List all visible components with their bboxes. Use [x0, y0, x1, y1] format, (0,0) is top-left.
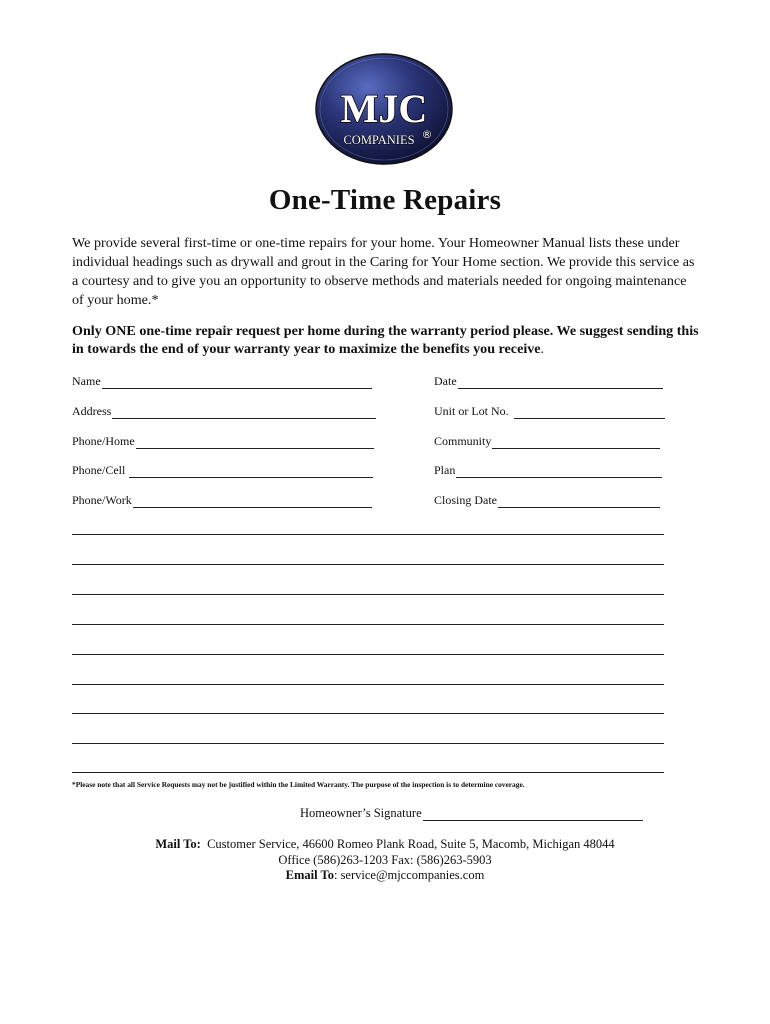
plan-field[interactable] [434, 463, 662, 478]
plan-label: Plan [434, 463, 456, 477]
phone-home-input-line[interactable] [136, 436, 374, 449]
email-label: Email To [285, 868, 334, 882]
date-input-line[interactable] [458, 376, 663, 389]
phone-cell-label: Phone/Cell [72, 463, 126, 477]
unit-lot-field[interactable] [434, 404, 665, 419]
signature-input-line[interactable] [423, 808, 643, 821]
registered-mark: ® [421, 128, 433, 141]
office-fax-line: Office (586)263-1203 Fax: (586)263-5903 [278, 853, 492, 867]
signature-field[interactable] [300, 806, 643, 821]
description-line[interactable] [72, 624, 664, 625]
description-line[interactable] [72, 654, 664, 655]
phone-work-field[interactable] [72, 493, 372, 508]
community-input-line[interactable] [492, 436, 660, 449]
phone-home-label: Phone/Home [72, 434, 135, 448]
community-field[interactable] [434, 434, 660, 449]
unit-lot-input-line[interactable] [514, 406, 665, 419]
description-line[interactable] [72, 534, 664, 535]
date-label: Date [434, 374, 457, 388]
date-field[interactable] [434, 374, 663, 389]
mail-to-line [0, 836, 770, 852]
description-line[interactable] [72, 594, 664, 595]
address-input-line[interactable] [112, 406, 376, 419]
notice-bold-text: Only ONE one-time repair request per home during the warranty period please. We suggest sending this in towards the end of your warranty year to maximize the benefits you receive [72, 323, 699, 357]
description-line[interactable] [72, 743, 664, 744]
mjc-logo-emblem [313, 52, 455, 167]
notice-paragraph [72, 322, 702, 358]
company-logo [313, 52, 455, 167]
phone-work-input-line[interactable] [133, 495, 372, 508]
closing-date-input-line[interactable] [498, 495, 660, 508]
phone-cell-field[interactable] [72, 463, 373, 478]
unit-lot-label: Unit or Lot No. [434, 404, 509, 418]
email-address: : service@mjccompanies.com [333, 868, 485, 882]
name-label: Name [72, 374, 101, 388]
name-field[interactable] [72, 374, 372, 389]
description-line[interactable] [72, 684, 664, 685]
notice-tail: . [540, 341, 545, 357]
description-line[interactable] [72, 564, 664, 565]
intro-paragraph: We provide several first-time or one-time repairs for your home. Your Homeowner Manual lists these under individual headings such as drywall and grout in the Caring for Your Home section. We provide this service as a courtesy and to give you an opportunity to observe methods and materials needed for ongoing maintenance of your home.* [72, 235, 695, 308]
closing-date-label: Closing Date [434, 493, 497, 507]
email-line [0, 867, 770, 883]
logo-secondary-text: COMPANIES [343, 133, 415, 147]
closing-date-field[interactable] [434, 493, 660, 508]
address-field[interactable] [72, 404, 376, 419]
phone-work-label: Phone/Work [72, 493, 132, 507]
name-input-line[interactable] [102, 376, 372, 389]
phone-home-field[interactable] [72, 434, 374, 449]
description-line[interactable] [72, 772, 664, 773]
phone-cell-input-line[interactable] [129, 465, 373, 478]
description-line[interactable] [72, 713, 664, 714]
disclaimer-note: *Please note that all Service Requests may not be justified within the Limited Warranty. The purpose of the inspection is to determine coverage. [72, 780, 525, 789]
mail-to-label: Mail To: [155, 837, 201, 851]
signature-label: Homeowner’s Signature [300, 806, 422, 820]
community-label: Community [434, 434, 492, 448]
page-title: One-Time Repairs [268, 184, 502, 216]
logo-primary-text: MJC [340, 86, 428, 131]
address-label: Address [72, 404, 112, 418]
plan-input-line[interactable] [456, 465, 662, 478]
mail-address: Customer Service, 46600 Romeo Plank Road, Suite 5, Macomb, Michigan 48044 [207, 837, 615, 851]
